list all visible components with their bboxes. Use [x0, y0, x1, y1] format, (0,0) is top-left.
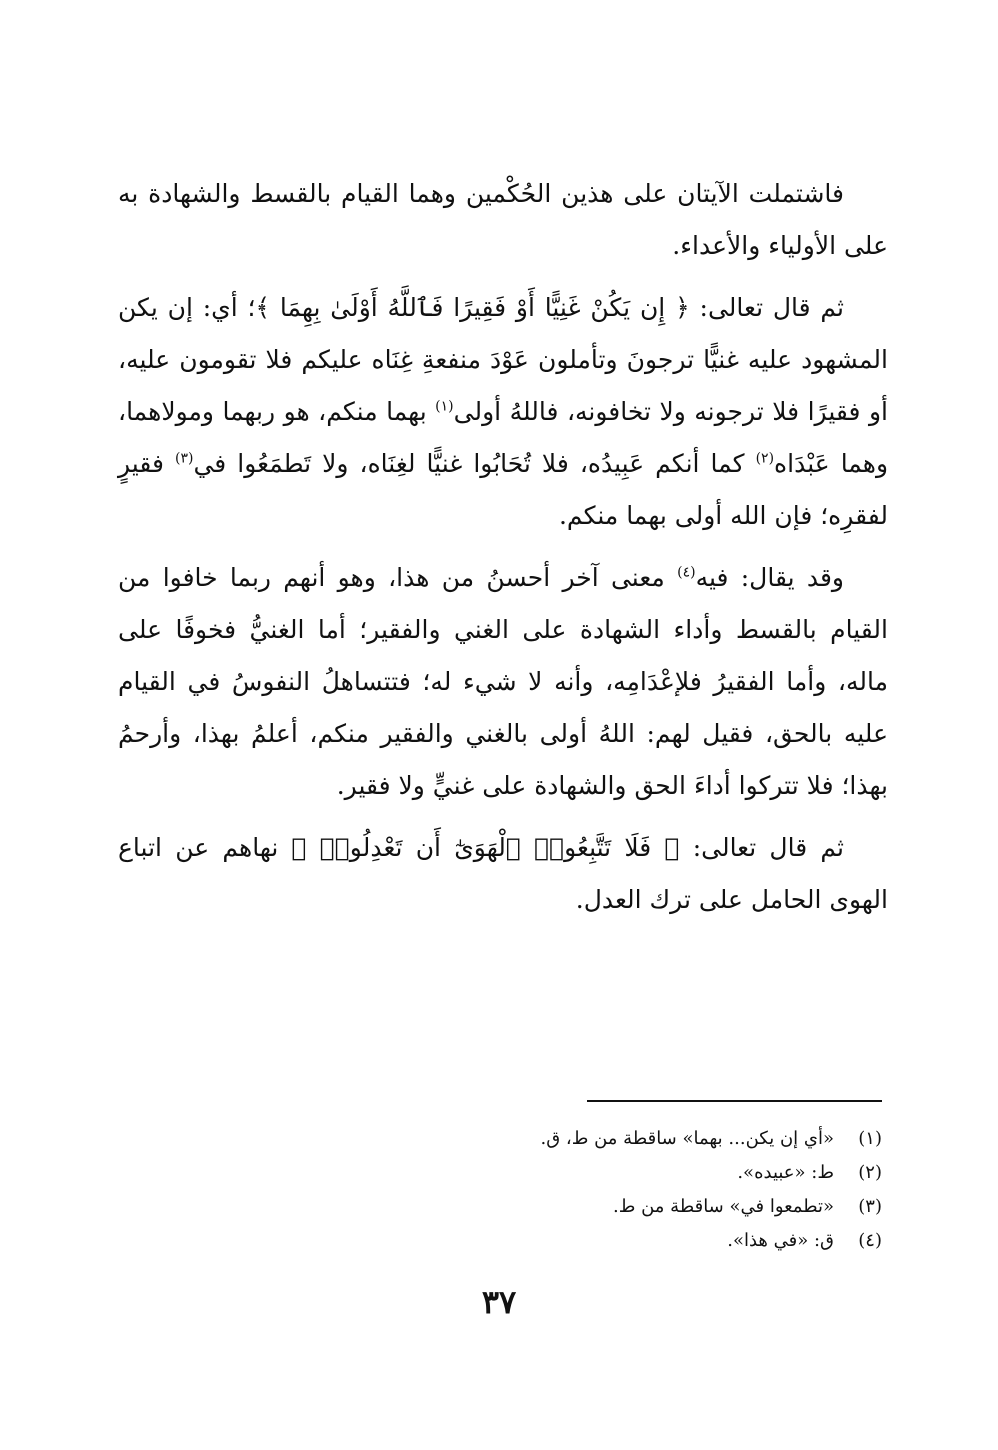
footnote-mark: (٢) [755, 450, 775, 467]
paragraph-3 [118, 552, 888, 812]
paragraph-text: معنى آخر أحسنُ من هذا، وهو أنهم ربما خافوا من القيام بالقسط وأداء الشهادة على الغني والفقير؛ أما الغنيُّ فخوفًا على ماله، وأما الفقيرُ فلإعْدَامِه، وأنه لا شيء له؛ فتتساهلُ النفوسُ في القيام عليه بالحق، فقيل لهم: اللهُ أولى بالغني والفقير منكم، أعلمُ بهذا، وأرحمُ بهذا؛ فلا تتركوا أداءَ الحق والشهادة على غنيٍّ ولا فقير. [118, 563, 888, 800]
footnote-number: (٤) [858, 1230, 882, 1251]
footnote-divider [587, 1100, 882, 1102]
footnote-text: «أي إن يكن... بهما» ساقطة من ط، ق. [540, 1128, 834, 1149]
footnote-text: ق: «في هذا». [727, 1230, 834, 1251]
paragraph-1 [118, 168, 888, 272]
paragraph-text: بهما منكم، هو ربهما ومولاهما، وهما عَبْدَاه [118, 397, 889, 478]
paragraph-4 [118, 822, 888, 926]
footnote-3 [300, 1190, 882, 1224]
footnote-1 [300, 1122, 882, 1156]
page-number: ٣٧ [481, 1283, 517, 1321]
footnotes [300, 1122, 882, 1258]
footnote-mark: (١) [435, 398, 454, 415]
footnote-number: (٣) [858, 1196, 882, 1217]
footnote-2 [300, 1156, 882, 1190]
footnote-4 [300, 1224, 882, 1258]
paragraph-text: ثم قال تعالى: ﴿ فَلَا تَتَّبِعُوا۟ ٱلْهَوَىٰٓ أَن تَعْدِلُوا۟ ﴾ نهاهم عن اتباع الهوى الحامل على ترك العدل. [118, 833, 888, 914]
footnote-text: «تطمعوا في» ساقطة من ط. [613, 1196, 834, 1217]
footnote-number: (٢) [858, 1162, 882, 1183]
paragraph-2 [118, 282, 888, 542]
footnote-text: ط: «عبيده». [737, 1162, 834, 1183]
paragraph-text: فقيرٍ لفقرِه؛ فإن الله أولى بهما منكم. [118, 449, 888, 530]
footnote-number: (١) [858, 1128, 882, 1149]
paragraph-text: كما أنكم عَبِيدُه، فلا تُحَابُوا غنيًّا لغِنَاه، ولا تَطمَعُوا في [193, 449, 745, 478]
paragraph-text: وقد يقال: فيه [695, 563, 845, 592]
body-text [118, 168, 888, 936]
paragraph-text: ثم قال تعالى: ﴿ إِن يَكُنْ غَنِيًّا أَوْ فَقِيرًا فَٱللَّهُ أَوْلَىٰ بِهِمَا ﴾؛ أي: إن يكن المشهود عليه غنيًّا ترجونَ وتأملون عَوْدَ منفعةِ غِنَاه عليكم فلا تقومون عليه، أو فقيرًا فلا ترجونه ولا تخافونه، فاللهُ أولى [118, 293, 888, 426]
paragraph-text: فاشتملت الآيتان على هذين الحُكْمين وهما القيام بالقسط والشهادة به على الأولياء والأعداء. [118, 179, 888, 260]
footnote-mark: (٤) [677, 564, 696, 581]
footnote-mark: (٣) [174, 450, 194, 467]
